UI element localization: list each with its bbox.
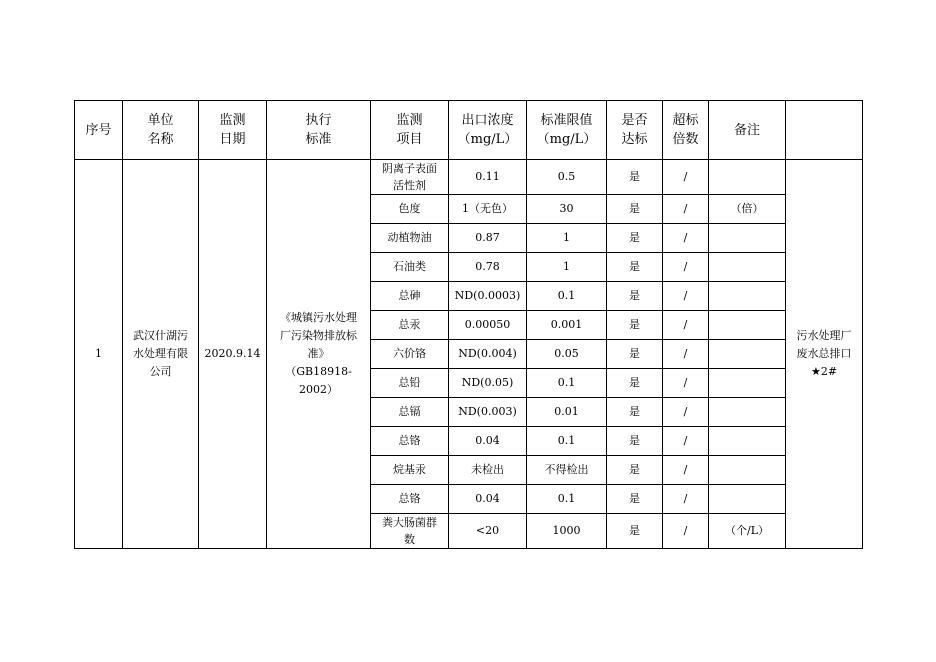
cell-limit: 1 bbox=[527, 224, 607, 253]
cell-item: 色度 bbox=[371, 195, 449, 224]
cell-limit: 0.1 bbox=[527, 282, 607, 311]
cell-pass: 是 bbox=[607, 195, 663, 224]
cell-item: 粪大肠菌群 数 bbox=[371, 514, 449, 549]
cell-concentration: 0.04 bbox=[449, 485, 527, 514]
cell-limit: 0.1 bbox=[527, 485, 607, 514]
cell-remarks bbox=[709, 224, 786, 253]
cell-exceed-times: / bbox=[663, 282, 709, 311]
header-standard: 执行 标准 bbox=[267, 101, 371, 160]
cell-limit: 0.05 bbox=[527, 340, 607, 369]
cell-remarks bbox=[709, 340, 786, 369]
cell-remarks bbox=[709, 160, 786, 195]
cell-concentration: 0.78 bbox=[449, 253, 527, 282]
cell-exceed-times: / bbox=[663, 514, 709, 549]
cell-pass: 是 bbox=[607, 253, 663, 282]
cell-remarks bbox=[709, 311, 786, 340]
cell-exceed-times: / bbox=[663, 485, 709, 514]
cell-pass: 是 bbox=[607, 340, 663, 369]
cell-limit: 不得检出 bbox=[527, 456, 607, 485]
record-index: 1 bbox=[75, 160, 123, 549]
cell-item: 烷基汞 bbox=[371, 456, 449, 485]
cell-exceed-times: / bbox=[663, 369, 709, 398]
cell-exceed-times: / bbox=[663, 398, 709, 427]
header-item: 监测 项目 bbox=[371, 101, 449, 160]
cell-item: 总铬 bbox=[371, 485, 449, 514]
record-standard: 《城镇污水处理 厂污染物排放标 准》 （GB18918-2002） bbox=[267, 160, 371, 549]
header-date: 监测 日期 bbox=[199, 101, 267, 160]
header-concentration: 出口浓度 （mg/L） bbox=[449, 101, 527, 160]
cell-pass: 是 bbox=[607, 514, 663, 549]
table-row bbox=[75, 160, 863, 195]
cell-concentration: 未检出 bbox=[449, 456, 527, 485]
cell-exceed-times: / bbox=[663, 311, 709, 340]
header-remarks: 备注 bbox=[709, 101, 786, 160]
cell-item: 总铬 bbox=[371, 427, 449, 456]
cell-item: 六价铬 bbox=[371, 340, 449, 369]
cell-concentration: 0.87 bbox=[449, 224, 527, 253]
cell-concentration: ND(0.003) bbox=[449, 398, 527, 427]
cell-item: 石油类 bbox=[371, 253, 449, 282]
cell-remarks: （个/L） bbox=[709, 514, 786, 549]
cell-exceed-times: / bbox=[663, 224, 709, 253]
cell-limit: 30 bbox=[527, 195, 607, 224]
cell-exceed-times: / bbox=[663, 456, 709, 485]
cell-concentration: 0.11 bbox=[449, 160, 527, 195]
cell-remarks: （倍） bbox=[709, 195, 786, 224]
cell-concentration: ND(0.004) bbox=[449, 340, 527, 369]
cell-concentration: <20 bbox=[449, 514, 527, 549]
cell-remarks bbox=[709, 369, 786, 398]
cell-pass: 是 bbox=[607, 456, 663, 485]
cell-limit: 0.1 bbox=[527, 369, 607, 398]
cell-exceed-times: / bbox=[663, 195, 709, 224]
cell-item: 阴离子表面 活性剂 bbox=[371, 160, 449, 195]
cell-pass: 是 bbox=[607, 224, 663, 253]
cell-pass: 是 bbox=[607, 311, 663, 340]
cell-item: 总汞 bbox=[371, 311, 449, 340]
cell-limit: 0.001 bbox=[527, 311, 607, 340]
cell-pass: 是 bbox=[607, 427, 663, 456]
cell-exceed-times: / bbox=[663, 427, 709, 456]
cell-concentration: 1（无色） bbox=[449, 195, 527, 224]
cell-remarks bbox=[709, 427, 786, 456]
cell-remarks bbox=[709, 282, 786, 311]
cell-remarks bbox=[709, 253, 786, 282]
cell-exceed-times: / bbox=[663, 160, 709, 195]
header-limit: 标准限值 （mg/L） bbox=[527, 101, 607, 160]
header-unit: 单位 名称 bbox=[123, 101, 199, 160]
cell-limit: 0.1 bbox=[527, 427, 607, 456]
cell-pass: 是 bbox=[607, 485, 663, 514]
cell-limit: 0.5 bbox=[527, 160, 607, 195]
cell-remarks bbox=[709, 456, 786, 485]
cell-item: 动植物油 bbox=[371, 224, 449, 253]
cell-exceed-times: / bbox=[663, 253, 709, 282]
table-body bbox=[75, 160, 863, 549]
cell-concentration: ND(0.05) bbox=[449, 369, 527, 398]
header-exceed-times: 超标 倍数 bbox=[663, 101, 709, 160]
monitoring-table bbox=[74, 100, 863, 549]
record-outlet: 污水处理厂 废水总排口 ★2# bbox=[786, 160, 863, 549]
header-pass: 是否 达标 bbox=[607, 101, 663, 160]
cell-item: 总砷 bbox=[371, 282, 449, 311]
header-blank bbox=[786, 101, 863, 160]
cell-remarks bbox=[709, 398, 786, 427]
cell-pass: 是 bbox=[607, 160, 663, 195]
header-index: 序号 bbox=[75, 101, 123, 160]
cell-pass: 是 bbox=[607, 282, 663, 311]
record-unit: 武汉什湖污 水处理有限 公司 bbox=[123, 160, 199, 549]
cell-remarks bbox=[709, 485, 786, 514]
cell-concentration: 0.04 bbox=[449, 427, 527, 456]
cell-item: 总镉 bbox=[371, 398, 449, 427]
cell-limit: 0.01 bbox=[527, 398, 607, 427]
header-row bbox=[75, 101, 863, 160]
cell-concentration: ND(0.0003) bbox=[449, 282, 527, 311]
cell-limit: 1 bbox=[527, 253, 607, 282]
cell-concentration: 0.00050 bbox=[449, 311, 527, 340]
cell-pass: 是 bbox=[607, 369, 663, 398]
cell-exceed-times: / bbox=[663, 340, 709, 369]
record-date: 2020.9.14 bbox=[199, 160, 267, 549]
cell-item: 总铅 bbox=[371, 369, 449, 398]
cell-pass: 是 bbox=[607, 398, 663, 427]
cell-limit: 1000 bbox=[527, 514, 607, 549]
